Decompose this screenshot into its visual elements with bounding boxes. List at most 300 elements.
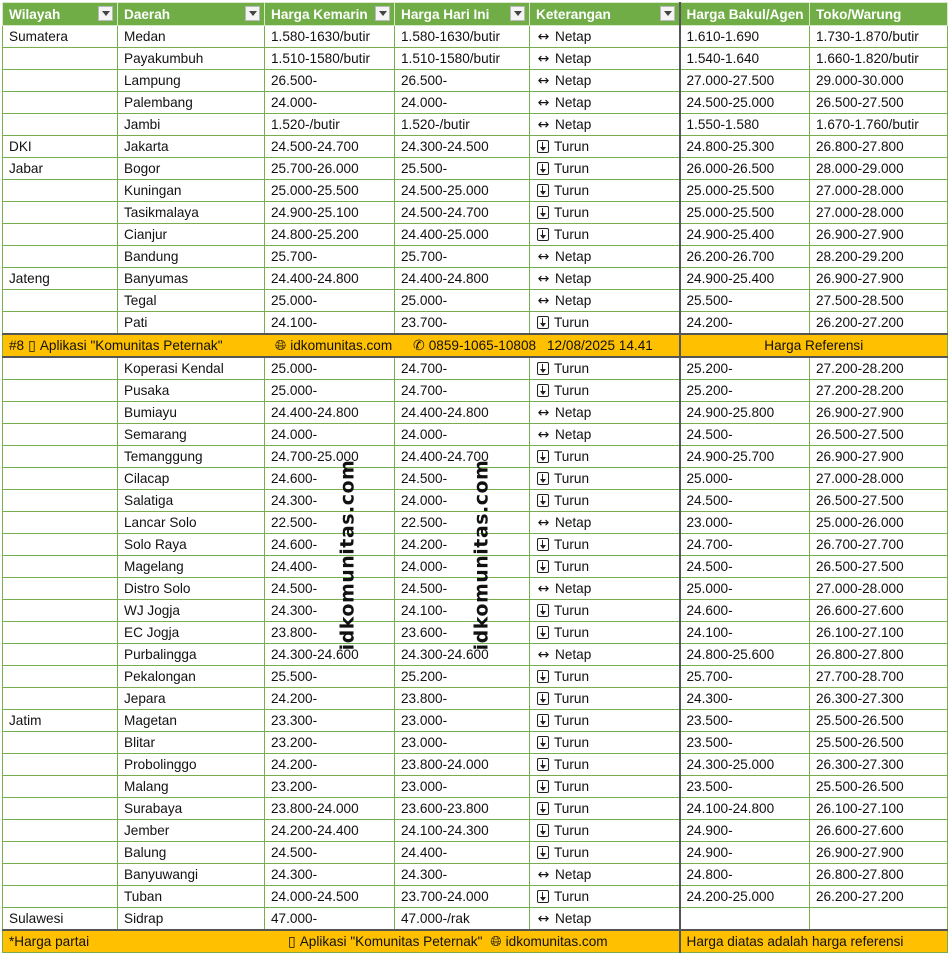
cell-daerah: Distro Solo (118, 578, 265, 600)
table-row (3, 158, 948, 180)
cell-keterangan (530, 842, 680, 864)
cell-daerah: Pekalongan (118, 666, 265, 688)
cell-bakul: 24.900-25.400 (680, 268, 810, 290)
filter-dropdown-keterangan[interactable] (660, 6, 675, 21)
cell-bakul: 25.000-25.500 (680, 180, 810, 202)
cell-kemarin: 24.400-24.800 (265, 268, 395, 290)
down-arrow-box-icon (537, 736, 549, 749)
cell-toko: 27.000-28.000 (810, 202, 948, 224)
trend-label: Netap (555, 29, 592, 44)
left-right-arrow-icon: ↔ (537, 866, 550, 883)
info-band-left (3, 334, 680, 357)
down-arrow-box-icon (537, 228, 549, 241)
table-row (3, 202, 948, 224)
cell-keterangan (530, 556, 680, 578)
table-row (3, 908, 948, 931)
cell-hari-ini: 1.510-1580/butir (395, 48, 530, 70)
down-arrow-box-icon (537, 670, 549, 683)
cell-bakul: 24.900-25.400 (680, 224, 810, 246)
trend-label: Turun (554, 735, 590, 750)
trend-label: Turun (554, 625, 590, 640)
left-right-arrow-icon: ↔ (537, 580, 550, 597)
cell-wilayah (3, 776, 118, 798)
cell-hari-ini: 1.580-1630/butir (395, 26, 530, 48)
cell-daerah: Lampung (118, 70, 265, 92)
cell-kemarin: 25.700-26.000 (265, 158, 395, 180)
cell-daerah: Pati (118, 312, 265, 335)
cell-keterangan (530, 644, 680, 666)
cell-hari-ini: 25.700- (395, 246, 530, 268)
cell-bakul: 1.550-1.580 (680, 114, 810, 136)
cell-wilayah (3, 688, 118, 710)
cell-hari-ini: 22.500- (395, 512, 530, 534)
cell-kemarin: 25.000- (265, 290, 395, 312)
table-row (3, 688, 948, 710)
cell-toko: 28.200-29.200 (810, 246, 948, 268)
cell-keterangan (530, 26, 680, 48)
cell-kemarin: 24.200- (265, 688, 395, 710)
footer-ref-note: Harga diatas adalah harga referensi (680, 930, 948, 953)
cell-keterangan (530, 534, 680, 556)
cell-wilayah (3, 246, 118, 268)
table-row (3, 710, 948, 732)
cell-hari-ini: 24.100- (395, 600, 530, 622)
cell-wilayah (3, 48, 118, 70)
band-phone[interactable]: 0859-1065-10808 (428, 338, 537, 353)
cell-toko: 26.900-27.900 (810, 402, 948, 424)
filter-dropdown-wilayah[interactable] (98, 6, 113, 21)
cell-toko: 26.800-27.800 (810, 644, 948, 666)
down-arrow-box-icon (537, 714, 549, 727)
down-arrow-box-icon (537, 692, 549, 705)
table-row (3, 48, 948, 70)
down-arrow-box-icon (537, 758, 549, 771)
cell-bakul: 24.300- (680, 688, 810, 710)
cell-hari-ini: 23.000- (395, 776, 530, 798)
cell-kemarin: 24.200-24.400 (265, 820, 395, 842)
cell-keterangan (530, 468, 680, 490)
cell-toko: 26.600-27.600 (810, 820, 948, 842)
band-number: #8 (9, 338, 25, 353)
phone-app-icon: ▯ (28, 337, 36, 354)
cell-hari-ini: 23.600- (395, 622, 530, 644)
cell-daerah: Malang (118, 776, 265, 798)
table-row (3, 402, 948, 424)
left-right-arrow-icon: ↔ (537, 292, 550, 309)
cell-toko: 26.300-27.300 (810, 754, 948, 776)
cell-hari-ini: 47.000-/rak (395, 908, 530, 931)
cell-keterangan (530, 114, 680, 136)
cell-toko: 26.500-27.500 (810, 92, 948, 114)
trend-label: Turun (554, 845, 590, 860)
cell-wilayah: Jatim (3, 710, 118, 732)
cell-bakul: 27.000-27.500 (680, 70, 810, 92)
cell-kemarin: 24.300- (265, 600, 395, 622)
down-arrow-box-icon (537, 890, 549, 903)
cell-daerah: Koperasi Kendal (118, 357, 265, 380)
left-right-arrow-icon: ↔ (537, 404, 550, 421)
cell-hari-ini: 24.000- (395, 92, 530, 114)
cell-toko: 1.660-1.820/butir (810, 48, 948, 70)
cell-bakul: 25.700- (680, 666, 810, 688)
cell-wilayah (3, 312, 118, 335)
filter-dropdown-daerah[interactable] (245, 6, 260, 21)
cell-daerah: Magelang (118, 556, 265, 578)
cell-toko: 1.730-1.870/butir (810, 26, 948, 48)
cell-bakul: 23.500- (680, 776, 810, 798)
cell-hari-ini: 23.600-23.800 (395, 798, 530, 820)
cell-wilayah (3, 114, 118, 136)
cell-hari-ini: 23.800- (395, 688, 530, 710)
cell-keterangan (530, 666, 680, 688)
trend-label: Turun (554, 757, 590, 772)
cell-wilayah (3, 798, 118, 820)
cell-wilayah (3, 446, 118, 468)
trend-label: Turun (554, 603, 590, 618)
trend-label: Netap (555, 271, 592, 286)
cell-daerah: Salatiga (118, 490, 265, 512)
trend-label: Netap (555, 95, 592, 110)
trend-label: Netap (555, 581, 592, 596)
cell-kemarin: 24.100- (265, 312, 395, 335)
cell-bakul: 25.200- (680, 357, 810, 380)
cell-toko: 26.800-27.800 (810, 136, 948, 158)
cell-daerah: Banyuwangi (118, 864, 265, 886)
cell-hari-ini: 24.300-24.500 (395, 136, 530, 158)
left-right-arrow-icon: ↔ (537, 72, 550, 89)
cell-kemarin: 25.500- (265, 666, 395, 688)
cell-hari-ini: 26.500- (395, 70, 530, 92)
down-arrow-box-icon (537, 206, 549, 219)
trend-label: Turun (554, 669, 590, 684)
cell-wilayah (3, 556, 118, 578)
cell-bakul: 23.000- (680, 512, 810, 534)
left-right-arrow-icon: ↔ (537, 426, 550, 443)
col-toko: Toko/Warung (810, 3, 948, 26)
watermark-2: idkomunitas.com (470, 459, 493, 651)
cell-wilayah (3, 224, 118, 246)
cell-toko: 26.900-27.900 (810, 446, 948, 468)
table-row (3, 268, 948, 290)
cell-toko: 27.700-28.700 (810, 666, 948, 688)
cell-keterangan (530, 578, 680, 600)
cell-toko: 26.700-27.700 (810, 534, 948, 556)
band-ref: Harga Referensi (680, 334, 948, 357)
cell-bakul: 26.000-26.500 (680, 158, 810, 180)
cell-hari-ini: 25.500- (395, 158, 530, 180)
cell-wilayah (3, 357, 118, 380)
cell-bakul: 24.600- (680, 600, 810, 622)
cell-wilayah (3, 468, 118, 490)
cell-hari-ini: 23.700- (395, 312, 530, 335)
table-row (3, 290, 948, 312)
filter-dropdown-hari-ini[interactable] (510, 6, 525, 21)
trend-label: Turun (554, 779, 590, 794)
cell-kemarin: 24.700-25.000 (265, 446, 395, 468)
cell-daerah: EC Jogja (118, 622, 265, 644)
cell-toko: 27.200-28.200 (810, 380, 948, 402)
cell-daerah: Temanggung (118, 446, 265, 468)
info-band (3, 334, 948, 357)
left-right-arrow-icon: ↔ (537, 514, 550, 531)
cell-bakul: 25.000- (680, 578, 810, 600)
cell-kemarin: 25.000-25.500 (265, 180, 395, 202)
down-arrow-box-icon (537, 450, 549, 463)
down-arrow-box-icon (537, 472, 549, 485)
cell-toko: 28.000-29.000 (810, 158, 948, 180)
watermark-1: idkomunitas.com (336, 459, 359, 651)
cell-hari-ini: 24.000- (395, 490, 530, 512)
cell-keterangan (530, 776, 680, 798)
footer-left (3, 930, 680, 953)
cell-keterangan (530, 180, 680, 202)
trend-label: Turun (554, 205, 590, 220)
cell-toko: 27.000-28.000 (810, 180, 948, 202)
cell-bakul: 1.610-1.690 (680, 26, 810, 48)
trend-label: Turun (554, 713, 590, 728)
left-right-arrow-icon: ↔ (537, 116, 550, 133)
cell-kemarin: 23.800-24.000 (265, 798, 395, 820)
col-keterangan: Keterangan (530, 3, 680, 26)
cell-wilayah (3, 380, 118, 402)
cell-wilayah (3, 754, 118, 776)
cell-kemarin: 24.900-25.100 (265, 202, 395, 224)
down-arrow-box-icon (537, 538, 549, 551)
table-row (3, 424, 948, 446)
cell-kemarin: 24.400- (265, 556, 395, 578)
trend-label: Turun (554, 449, 590, 464)
cell-daerah: Bogor (118, 158, 265, 180)
cell-daerah: Solo Raya (118, 534, 265, 556)
cell-wilayah (3, 578, 118, 600)
cell-wilayah (3, 666, 118, 688)
cell-keterangan (530, 312, 680, 335)
cell-toko: 27.000-28.000 (810, 578, 948, 600)
cell-hari-ini: 24.700- (395, 357, 530, 380)
cell-keterangan (530, 48, 680, 70)
cell-wilayah (3, 180, 118, 202)
cell-bakul: 25.000-25.500 (680, 202, 810, 224)
cell-bakul: 24.900-25.700 (680, 446, 810, 468)
cell-kemarin: 23.800- (265, 622, 395, 644)
trend-label: Turun (554, 183, 590, 198)
left-right-arrow-icon: ↔ (537, 646, 550, 663)
down-arrow-box-icon (537, 626, 549, 639)
cell-keterangan (530, 246, 680, 268)
cell-daerah: Bandung (118, 246, 265, 268)
down-arrow-box-icon (537, 824, 549, 837)
cell-keterangan (530, 754, 680, 776)
cell-keterangan (530, 908, 680, 931)
left-right-arrow-icon: ↔ (537, 910, 550, 927)
cell-kemarin: 26.500- (265, 70, 395, 92)
cell-wilayah (3, 644, 118, 666)
trend-label: Turun (554, 161, 590, 176)
cell-daerah: Banyumas (118, 268, 265, 290)
cell-daerah: Pusaka (118, 380, 265, 402)
phone-icon: ✆ (413, 337, 425, 354)
table-row (3, 886, 948, 908)
cell-toko: 26.300-27.300 (810, 688, 948, 710)
cell-toko: 26.100-27.100 (810, 622, 948, 644)
down-arrow-box-icon (537, 140, 549, 153)
cell-hari-ini: 24.000- (395, 424, 530, 446)
down-arrow-box-icon (537, 604, 549, 617)
cell-hari-ini: 24.400- (395, 842, 530, 864)
trend-label: Turun (554, 691, 590, 706)
cell-daerah: Jepara (118, 688, 265, 710)
table-row (3, 224, 948, 246)
cell-toko (810, 908, 948, 931)
trend-label: Turun (554, 559, 590, 574)
cell-kemarin: 24.500- (265, 578, 395, 600)
table-row (3, 732, 948, 754)
cell-keterangan (530, 886, 680, 908)
cell-keterangan (530, 820, 680, 842)
cell-kemarin: 24.600- (265, 534, 395, 556)
cell-toko: 27.000-28.000 (810, 468, 948, 490)
cell-hari-ini: 23.000- (395, 732, 530, 754)
cell-hari-ini: 25.000- (395, 290, 530, 312)
filter-dropdown-kemarin[interactable] (375, 6, 390, 21)
cell-keterangan (530, 202, 680, 224)
cell-kemarin: 23.200- (265, 732, 395, 754)
cell-wilayah (3, 622, 118, 644)
cell-keterangan (530, 424, 680, 446)
cell-toko: 26.900-27.900 (810, 842, 948, 864)
cell-toko: 26.800-27.800 (810, 864, 948, 886)
band-app: Aplikasi "Komunitas Peternak" (39, 338, 223, 353)
cell-keterangan (530, 402, 680, 424)
cell-toko: 26.500-27.500 (810, 424, 948, 446)
cell-bakul: 24.800- (680, 864, 810, 886)
cell-toko: 27.200-28.200 (810, 357, 948, 380)
trend-label: Netap (555, 117, 592, 132)
cell-keterangan (530, 158, 680, 180)
trend-label: Turun (554, 801, 590, 816)
col-kemarin: Harga Kemarin (265, 3, 395, 26)
cell-toko: 25.500-26.500 (810, 776, 948, 798)
trend-label: Turun (554, 361, 590, 376)
cell-keterangan (530, 224, 680, 246)
cell-keterangan (530, 600, 680, 622)
cell-keterangan (530, 622, 680, 644)
down-arrow-box-icon (537, 780, 549, 793)
left-right-arrow-icon: ↔ (537, 28, 550, 45)
cell-keterangan (530, 92, 680, 114)
cell-keterangan (530, 357, 680, 380)
trend-label: Netap (555, 515, 592, 530)
cell-wilayah (3, 402, 118, 424)
cell-hari-ini: 24.400-25.000 (395, 224, 530, 246)
table-row (3, 180, 948, 202)
table-row (3, 26, 948, 48)
cell-kemarin: 23.200- (265, 776, 395, 798)
cell-toko: 26.900-27.900 (810, 224, 948, 246)
cell-wilayah: Sumatera (3, 26, 118, 48)
cell-daerah: Tasikmalaya (118, 202, 265, 224)
cell-hari-ini: 24.400-24.800 (395, 268, 530, 290)
cell-toko: 26.500-27.500 (810, 556, 948, 578)
trend-label: Netap (555, 647, 592, 662)
cell-kemarin: 24.400-24.800 (265, 402, 395, 424)
cell-daerah: Cilacap (118, 468, 265, 490)
table-row (3, 776, 948, 798)
table-row (3, 357, 948, 380)
table-row (3, 380, 948, 402)
cell-hari-ini: 24.400-24.800 (395, 402, 530, 424)
cell-toko: 26.600-27.600 (810, 600, 948, 622)
cell-wilayah (3, 732, 118, 754)
cell-wilayah (3, 202, 118, 224)
cell-keterangan (530, 268, 680, 290)
cell-kemarin: 25.000- (265, 357, 395, 380)
left-right-arrow-icon: ↔ (537, 94, 550, 111)
cell-toko: 25.000-26.000 (810, 512, 948, 534)
cell-bakul: 24.500- (680, 556, 810, 578)
cell-wilayah (3, 512, 118, 534)
cell-wilayah (3, 424, 118, 446)
table-row (3, 820, 948, 842)
col-bakul: Harga Bakul/Agen (680, 3, 810, 26)
cell-keterangan (530, 732, 680, 754)
down-arrow-box-icon (537, 362, 549, 375)
table-row (3, 70, 948, 92)
left-right-arrow-icon: ↔ (537, 50, 550, 67)
cell-wilayah (3, 864, 118, 886)
cell-kemarin: 24.000- (265, 424, 395, 446)
cell-wilayah (3, 600, 118, 622)
cell-daerah: WJ Jogja (118, 600, 265, 622)
trend-label: Turun (554, 493, 590, 508)
table-row (3, 246, 948, 268)
trend-label: Netap (555, 249, 592, 264)
trend-label: Netap (555, 427, 592, 442)
cell-daerah: Surabaya (118, 798, 265, 820)
cell-keterangan (530, 290, 680, 312)
trend-label: Turun (554, 537, 590, 552)
trend-label: Turun (554, 139, 590, 154)
cell-kemarin: 24.600- (265, 468, 395, 490)
cell-kemarin: 24.300-24.600 (265, 644, 395, 666)
cell-bakul: 25.200- (680, 380, 810, 402)
cell-bakul: 24.800-25.300 (680, 136, 810, 158)
cell-daerah: Jember (118, 820, 265, 842)
cell-daerah: Jakarta (118, 136, 265, 158)
cell-toko: 25.500-26.500 (810, 710, 948, 732)
col-hari-ini: Harga Hari Ini (395, 3, 530, 26)
band-site[interactable]: idkomunitas.com (290, 338, 393, 353)
cell-kemarin: 25.700- (265, 246, 395, 268)
cell-kemarin: 1.580-1630/butir (265, 26, 395, 48)
cell-hari-ini: 24.100-24.300 (395, 820, 530, 842)
footer-band (3, 930, 948, 953)
trend-label: Netap (555, 293, 592, 308)
cell-daerah: Purbalingga (118, 644, 265, 666)
cell-daerah: Lancar Solo (118, 512, 265, 534)
cell-kemarin: 24.000-24.500 (265, 886, 395, 908)
cell-wilayah: Jateng (3, 268, 118, 290)
cell-bakul: 1.540-1.640 (680, 48, 810, 70)
down-arrow-box-icon (537, 162, 549, 175)
down-arrow-box-icon (537, 184, 549, 197)
cell-daerah: Bumiayu (118, 402, 265, 424)
cell-hari-ini: 24.500- (395, 578, 530, 600)
cell-kemarin: 24.300- (265, 864, 395, 886)
footer-site[interactable]: idkomunitas.com (505, 934, 608, 949)
down-arrow-box-icon (537, 384, 549, 397)
cell-keterangan (530, 490, 680, 512)
